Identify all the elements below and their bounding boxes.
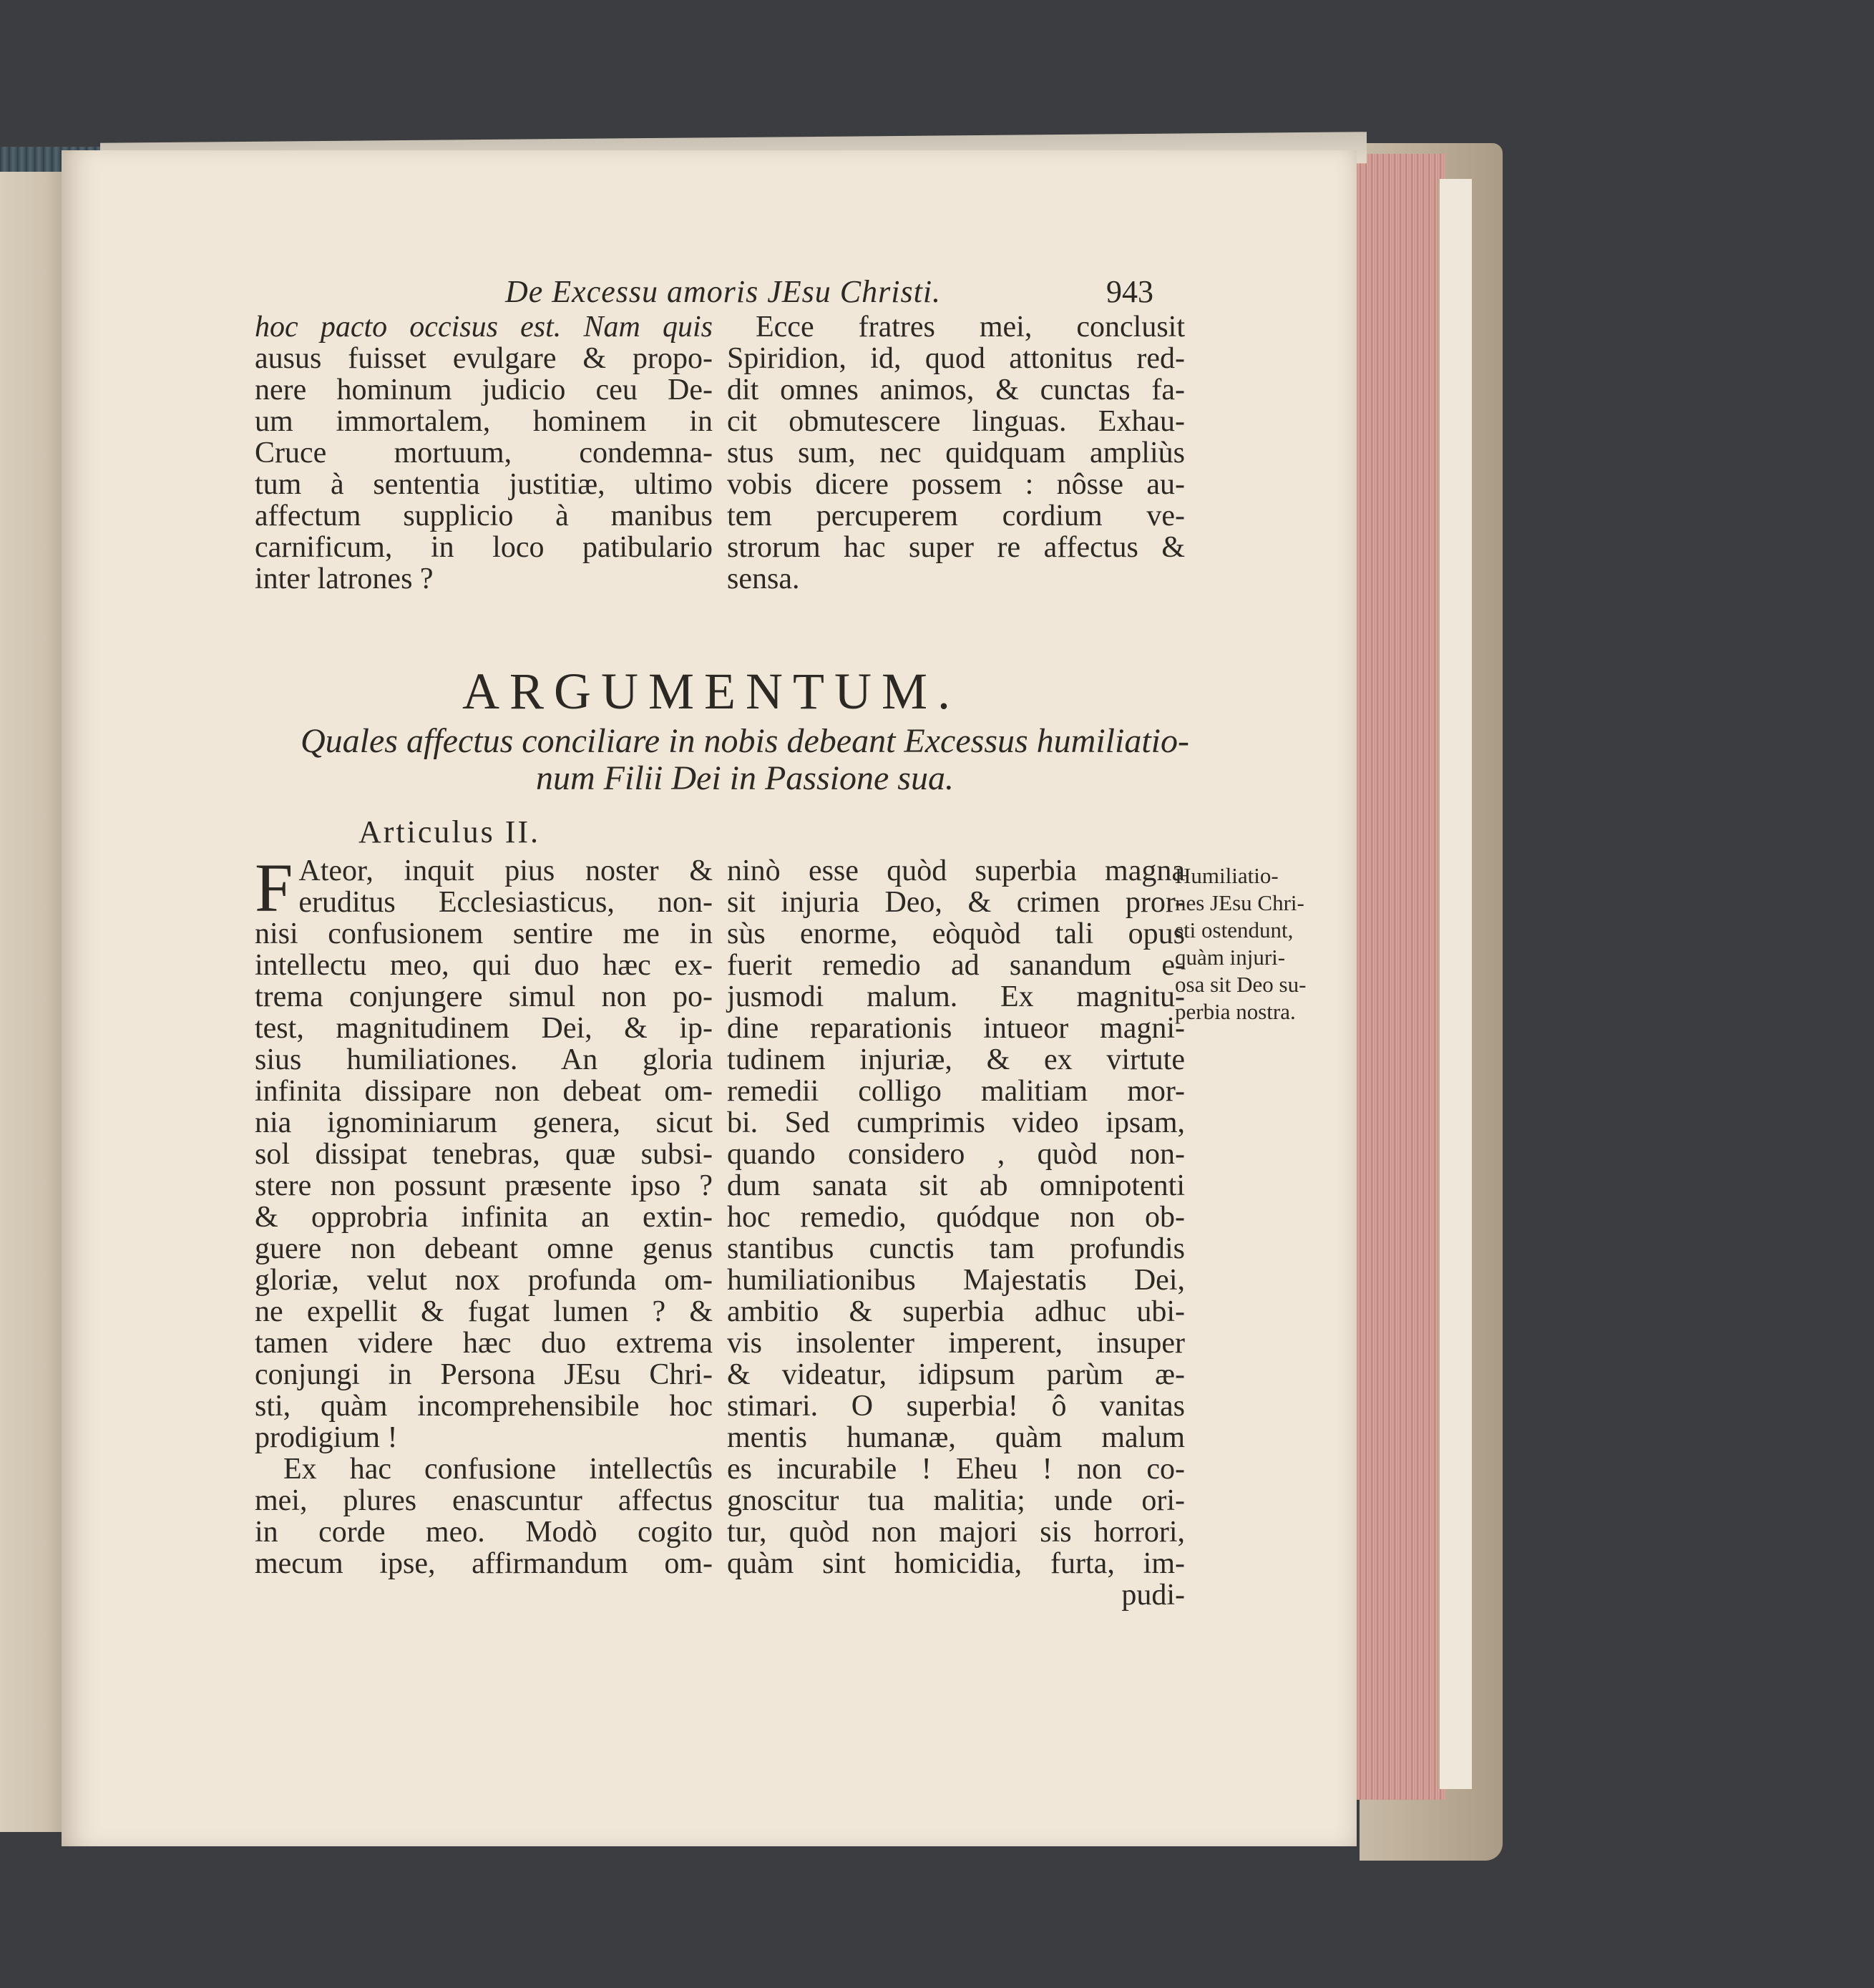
text-line: sius humiliationes. An gloria	[255, 1043, 713, 1076]
text-line: affectum supplicio à manibus	[255, 500, 713, 532]
text-line: bi. Sed cumprimis video ipsam,	[727, 1106, 1185, 1139]
text-line: intellectu meo, qui duo hæc ex-	[255, 949, 713, 982]
text-line: hoc pacto occisus est. Nam quis	[255, 311, 713, 343]
note-line: quàm injuri-	[1175, 945, 1286, 970]
note-line: sti ostendunt,	[1175, 917, 1294, 942]
text-line: gloriæ, velut nox profunda om-	[255, 1264, 713, 1297]
text-line: humiliationibus Majestatis Dei,	[727, 1264, 1185, 1297]
text-line: tamen videre hæc duo extrema	[255, 1327, 713, 1360]
text-line: es incurabile ! Eheu ! non co-	[727, 1453, 1185, 1486]
text-line: mei, plures enascuntur affectus	[255, 1484, 713, 1517]
text-line: sti, quàm incomprehensibile hoc	[255, 1390, 713, 1423]
text-line: stus sum, nec quidquam ampliùs	[727, 437, 1185, 469]
section-heading: ARGUMENTUM.	[462, 663, 961, 720]
page-block-light	[1438, 179, 1472, 1789]
text-line: dit omnes animos, & cunctas fa-	[727, 374, 1185, 406]
text-line: Spiridion, id, quod attonitus red-	[727, 342, 1185, 375]
top-right-column	[727, 311, 1185, 595]
text-line: tur, quòd non majori sis horrori,	[727, 1516, 1185, 1549]
text-line: vobis dicere possem : nôsse au-	[727, 468, 1185, 501]
text-line: ausus fuisset evulgare & propo-	[255, 342, 713, 375]
text-line: mecum ipse, affirmandum om-	[255, 1547, 713, 1580]
text-line: inter latrones ?	[255, 562, 434, 595]
page-block-red-edges	[1345, 154, 1445, 1800]
text-line: Ex hac confusione intellectûs	[283, 1453, 713, 1486]
marginal-note	[1175, 862, 1339, 1025]
text-line: vis insolenter imperent, insuper	[727, 1327, 1185, 1360]
text-line: test, magnitudinem Dei, & ip-	[255, 1012, 713, 1045]
text-line: Cruce mortuum, condemna-	[255, 437, 713, 469]
text-line: nisi confusionem sentire me in	[255, 917, 713, 950]
bottom-left-column	[255, 849, 713, 1580]
running-head: De Excessu amoris JEsu Christi.	[505, 274, 942, 309]
text-line: trema conjungere simul non po-	[255, 980, 713, 1013]
text-line: Ecce fratres mei, conclusit	[756, 311, 1185, 343]
text-line: ambitio & superbia adhuc ubi-	[727, 1295, 1185, 1328]
catchword: pudi-	[1121, 1579, 1185, 1612]
text-line: in corde meo. Modò cogito	[255, 1516, 713, 1549]
note-line: nes JEsu Chri-	[1175, 890, 1304, 915]
text-line: & videatur, idipsum parùm æ-	[727, 1358, 1185, 1391]
text-line: sensa.	[727, 562, 800, 595]
text-line: Ateor, inquit pius noster &	[298, 854, 713, 887]
page	[62, 150, 1357, 1846]
section-subtitle	[251, 723, 1239, 797]
text-line: tum à sententia justitiæ, ultimo	[255, 468, 713, 501]
left-page-edge	[0, 172, 68, 1832]
text-line: jusmodi malum. Ex magnitu-	[727, 980, 1185, 1013]
text-line: mentis humanæ, quàm malum	[727, 1421, 1185, 1454]
note-line: Humiliatio-	[1175, 863, 1279, 888]
text-line: prodigium !	[255, 1421, 398, 1454]
note-line: perbia nostra.	[1175, 999, 1296, 1024]
article-heading: Articulus II.	[358, 814, 541, 849]
text-line: eruditus Ecclesiasticus, non-	[298, 886, 713, 919]
text-line: sùs enorme, eòquòd tali opus	[727, 917, 1185, 950]
subtitle-line: Quales affectus conciliare in nobis debeant Excessus humiliatio-	[301, 722, 1189, 760]
text-line: gnoscitur tua malitia; unde ori-	[727, 1484, 1185, 1517]
text-line: conjungi in Persona JEsu Chri-	[255, 1358, 713, 1391]
text-line: sol dissipat tenebras, quæ subsi-	[255, 1138, 713, 1171]
subtitle-line: num Filii Dei in Passione sua.	[536, 759, 954, 797]
text-line: stimari. O superbia! ô vanitas	[727, 1390, 1185, 1423]
text-line: nia ignominiarum genera, sicut	[255, 1106, 713, 1139]
text-line: stere non possunt præsente ipso ?	[255, 1169, 713, 1202]
text-line: um immortalem, hominem in	[255, 405, 713, 438]
text-line: tudinem injuriæ, & ex virtute	[727, 1043, 1185, 1076]
text-line: strorum hac super re affectus &	[727, 531, 1185, 564]
text-line: carnificum, in loco patibulario	[255, 531, 713, 564]
text-line: hoc remedio, quódque non ob-	[727, 1201, 1185, 1234]
text-line: dine reparationis intueor magni-	[727, 1012, 1185, 1045]
bottom-right-column	[727, 855, 1185, 1611]
text-line: stantibus cunctis tam profundis	[727, 1232, 1185, 1265]
text-line: sit injuria Deo, & crimen pror-	[727, 886, 1185, 919]
note-line: osa sit Deo su-	[1175, 972, 1307, 997]
text-line: & opprobria infinita an extin-	[255, 1201, 713, 1234]
drop-cap: F	[255, 849, 293, 926]
text-line: fuerit remedio ad sanandum e-	[727, 949, 1185, 982]
text-line: tem percuperem cordium ve-	[727, 500, 1185, 532]
text-line: ninò esse quòd superbia magna	[727, 854, 1185, 887]
text-line: quando considero , quòd non-	[727, 1138, 1185, 1171]
text-line: quàm sint homicidia, furta, im-	[727, 1547, 1185, 1580]
top-left-column	[255, 311, 713, 595]
text-line: remedii colligo malitiam mor-	[727, 1075, 1185, 1108]
text-line: ne expellit & fugat lumen ? &	[255, 1295, 713, 1328]
text-line: nere hominum judicio ceu De-	[255, 374, 713, 406]
text-line: infinita dissipare non debeat om-	[255, 1075, 713, 1108]
text-line: dum sanata sit ab omnipotenti	[727, 1169, 1185, 1202]
text-line: cit obmutescere linguas. Exhau-	[727, 405, 1185, 438]
page-number: 943	[1106, 274, 1153, 309]
text-line: guere non debeant omne genus	[255, 1232, 713, 1265]
